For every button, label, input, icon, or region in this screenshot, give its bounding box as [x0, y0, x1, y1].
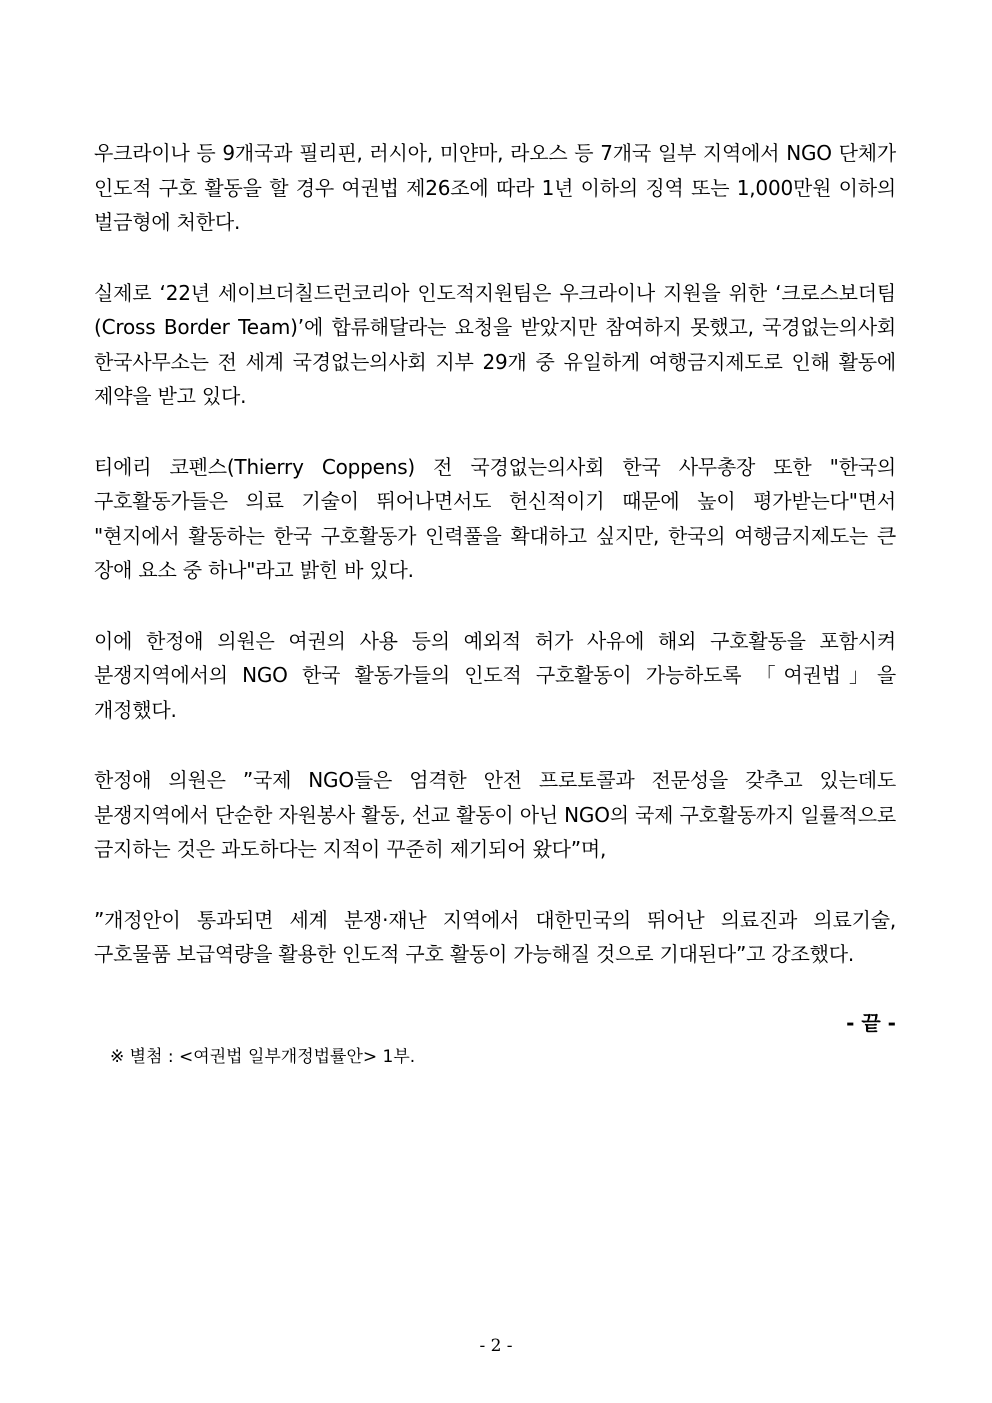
paragraph-coppens-quote: 티에리 코펜스(Thierry Coppens) 전 국경없는의사회 한국 사무총장 또한 "한국의 구호활동가들은 의료 기술이 뛰어나면서도 헌신적이기 때문에 높이 평가받는다"면서 "현지에서 활동하는 한국 구호활동가 인력풀을 확대하고 싶지만, 한국의 여행금지제도는 큰 장애 요소 중 하나"라고 밝힌 바 있다. — [94, 454, 896, 582]
end-mark: - 끝 - — [846, 1010, 896, 1035]
document-body — [94, 136, 896, 1070]
paragraph-amendment: 이에 한정애 의원은 여권의 사용 등의 예외적 허가 사유에 해외 구호활동을 포함시켜 분쟁지역에서의 NGO 한국 활동가들의 인도적 구호활동이 가능하도록 「여권법」을 개정했다. — [94, 628, 896, 722]
paragraph-ngo-restrictions: 실제로 ‘22년 세이브더칠드런코리아 인도적지원팀은 우크라이나 지원을 위한 ‘크로스보더팀(Cross Border Team)’에 합류해달라는 요청을 받았지만 참여하지 못했고, 국경없는의사회 한국사무소는 전 세계 국경없는의사회 지부 29개 중 유일하게 여행금지제도로 인해 활동에 제약을 받고 있다. — [94, 280, 896, 408]
paragraph-expectation: ”개정안이 통과되면 세계 분쟁·재난 지역에서 대한민국의 뛰어난 의료진과 의료기술, 구호물품 보급역량을 활용한 인도적 구호 활동이 가능해질 것으로 기대된다”고 강조했다. — [94, 907, 896, 966]
paragraph-travel-ban-penalty: 우크라이나 등 9개국과 필리핀, 러시아, 미얀마, 라오스 등 7개국 일부 지역에서 NGO 단체가 인도적 구호 활동을 할 경우 여권법 제26조에 따라 1년 이하의 징역 또는 1,000만원 이하의 벌금형에 처한다. — [94, 141, 896, 234]
paragraph-lawmaker-statement: 한정애 의원은 ”국제 NGO들은 엄격한 안전 프로토콜과 전문성을 갖추고 있는데도 분쟁지역에서 단순한 자원봉사 활동, 선교 활동이 아닌 NGO의 국제 구호활동까지 일률적으로 금지하는 것은 과도하다는 지적이 꾸준히 제기되어 왔다”며, — [94, 768, 896, 861]
attachment-note: ※ 별첨 : <여권법 일부개정법률안> 1부. — [110, 1046, 416, 1067]
page-number: - 2 - — [479, 1336, 513, 1356]
